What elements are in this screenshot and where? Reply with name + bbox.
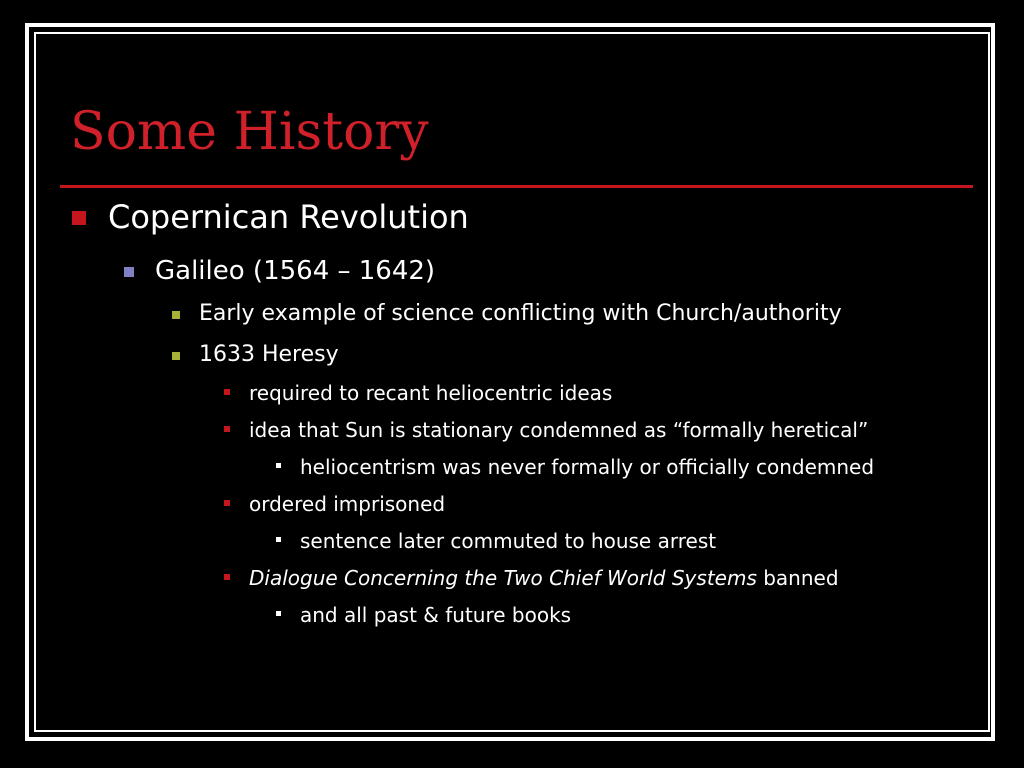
bullet-level2 bbox=[155, 256, 435, 286]
bullet-level4 bbox=[249, 418, 868, 442]
bullet-text: heliocentrism was never formally or officially condemned bbox=[300, 455, 875, 479]
square-bullet-icon bbox=[224, 426, 230, 432]
bullet-level5 bbox=[300, 603, 571, 627]
bullet-level5 bbox=[300, 529, 716, 553]
bullet-level3 bbox=[199, 342, 339, 368]
square-bullet-icon bbox=[276, 463, 281, 468]
bullet-level4 bbox=[249, 492, 445, 516]
bullet-text: 1633 Heresy bbox=[199, 342, 339, 367]
slide-title: Some History bbox=[70, 102, 429, 162]
square-bullet-icon bbox=[276, 611, 281, 616]
bullet-text: Early example of science conflicting with Church/authority bbox=[199, 301, 842, 326]
book-title: Dialogue Concerning the Two Chief World Systems bbox=[249, 566, 757, 590]
bullet-text: ordered imprisoned bbox=[249, 492, 446, 516]
bullet-text: Copernican Revolution bbox=[108, 198, 469, 236]
bullet-level3 bbox=[199, 301, 842, 327]
bullet-text: required to recant heliocentric ideas bbox=[249, 381, 613, 405]
square-bullet-icon bbox=[224, 500, 230, 506]
bullet-text: banned bbox=[756, 566, 839, 590]
bullet-level4 bbox=[249, 566, 839, 590]
square-bullet-icon bbox=[224, 574, 230, 580]
square-bullet-icon bbox=[172, 311, 180, 319]
bullet-level1 bbox=[108, 199, 469, 235]
square-bullet-icon bbox=[276, 537, 281, 542]
square-bullet-icon bbox=[224, 389, 230, 395]
square-bullet-icon bbox=[72, 211, 86, 225]
bullet-text: Galileo (1564 – 1642) bbox=[155, 256, 436, 286]
bullet-text: idea that Sun is stationary condemned as “formally heretical” bbox=[249, 418, 869, 442]
square-bullet-icon bbox=[172, 352, 180, 360]
bullet-level4 bbox=[249, 381, 612, 405]
bullet-text: and all past & future books bbox=[300, 603, 572, 627]
bullet-text: sentence later commuted to house arrest bbox=[300, 529, 717, 553]
bullet-level5 bbox=[300, 455, 874, 479]
square-bullet-icon bbox=[124, 267, 134, 277]
